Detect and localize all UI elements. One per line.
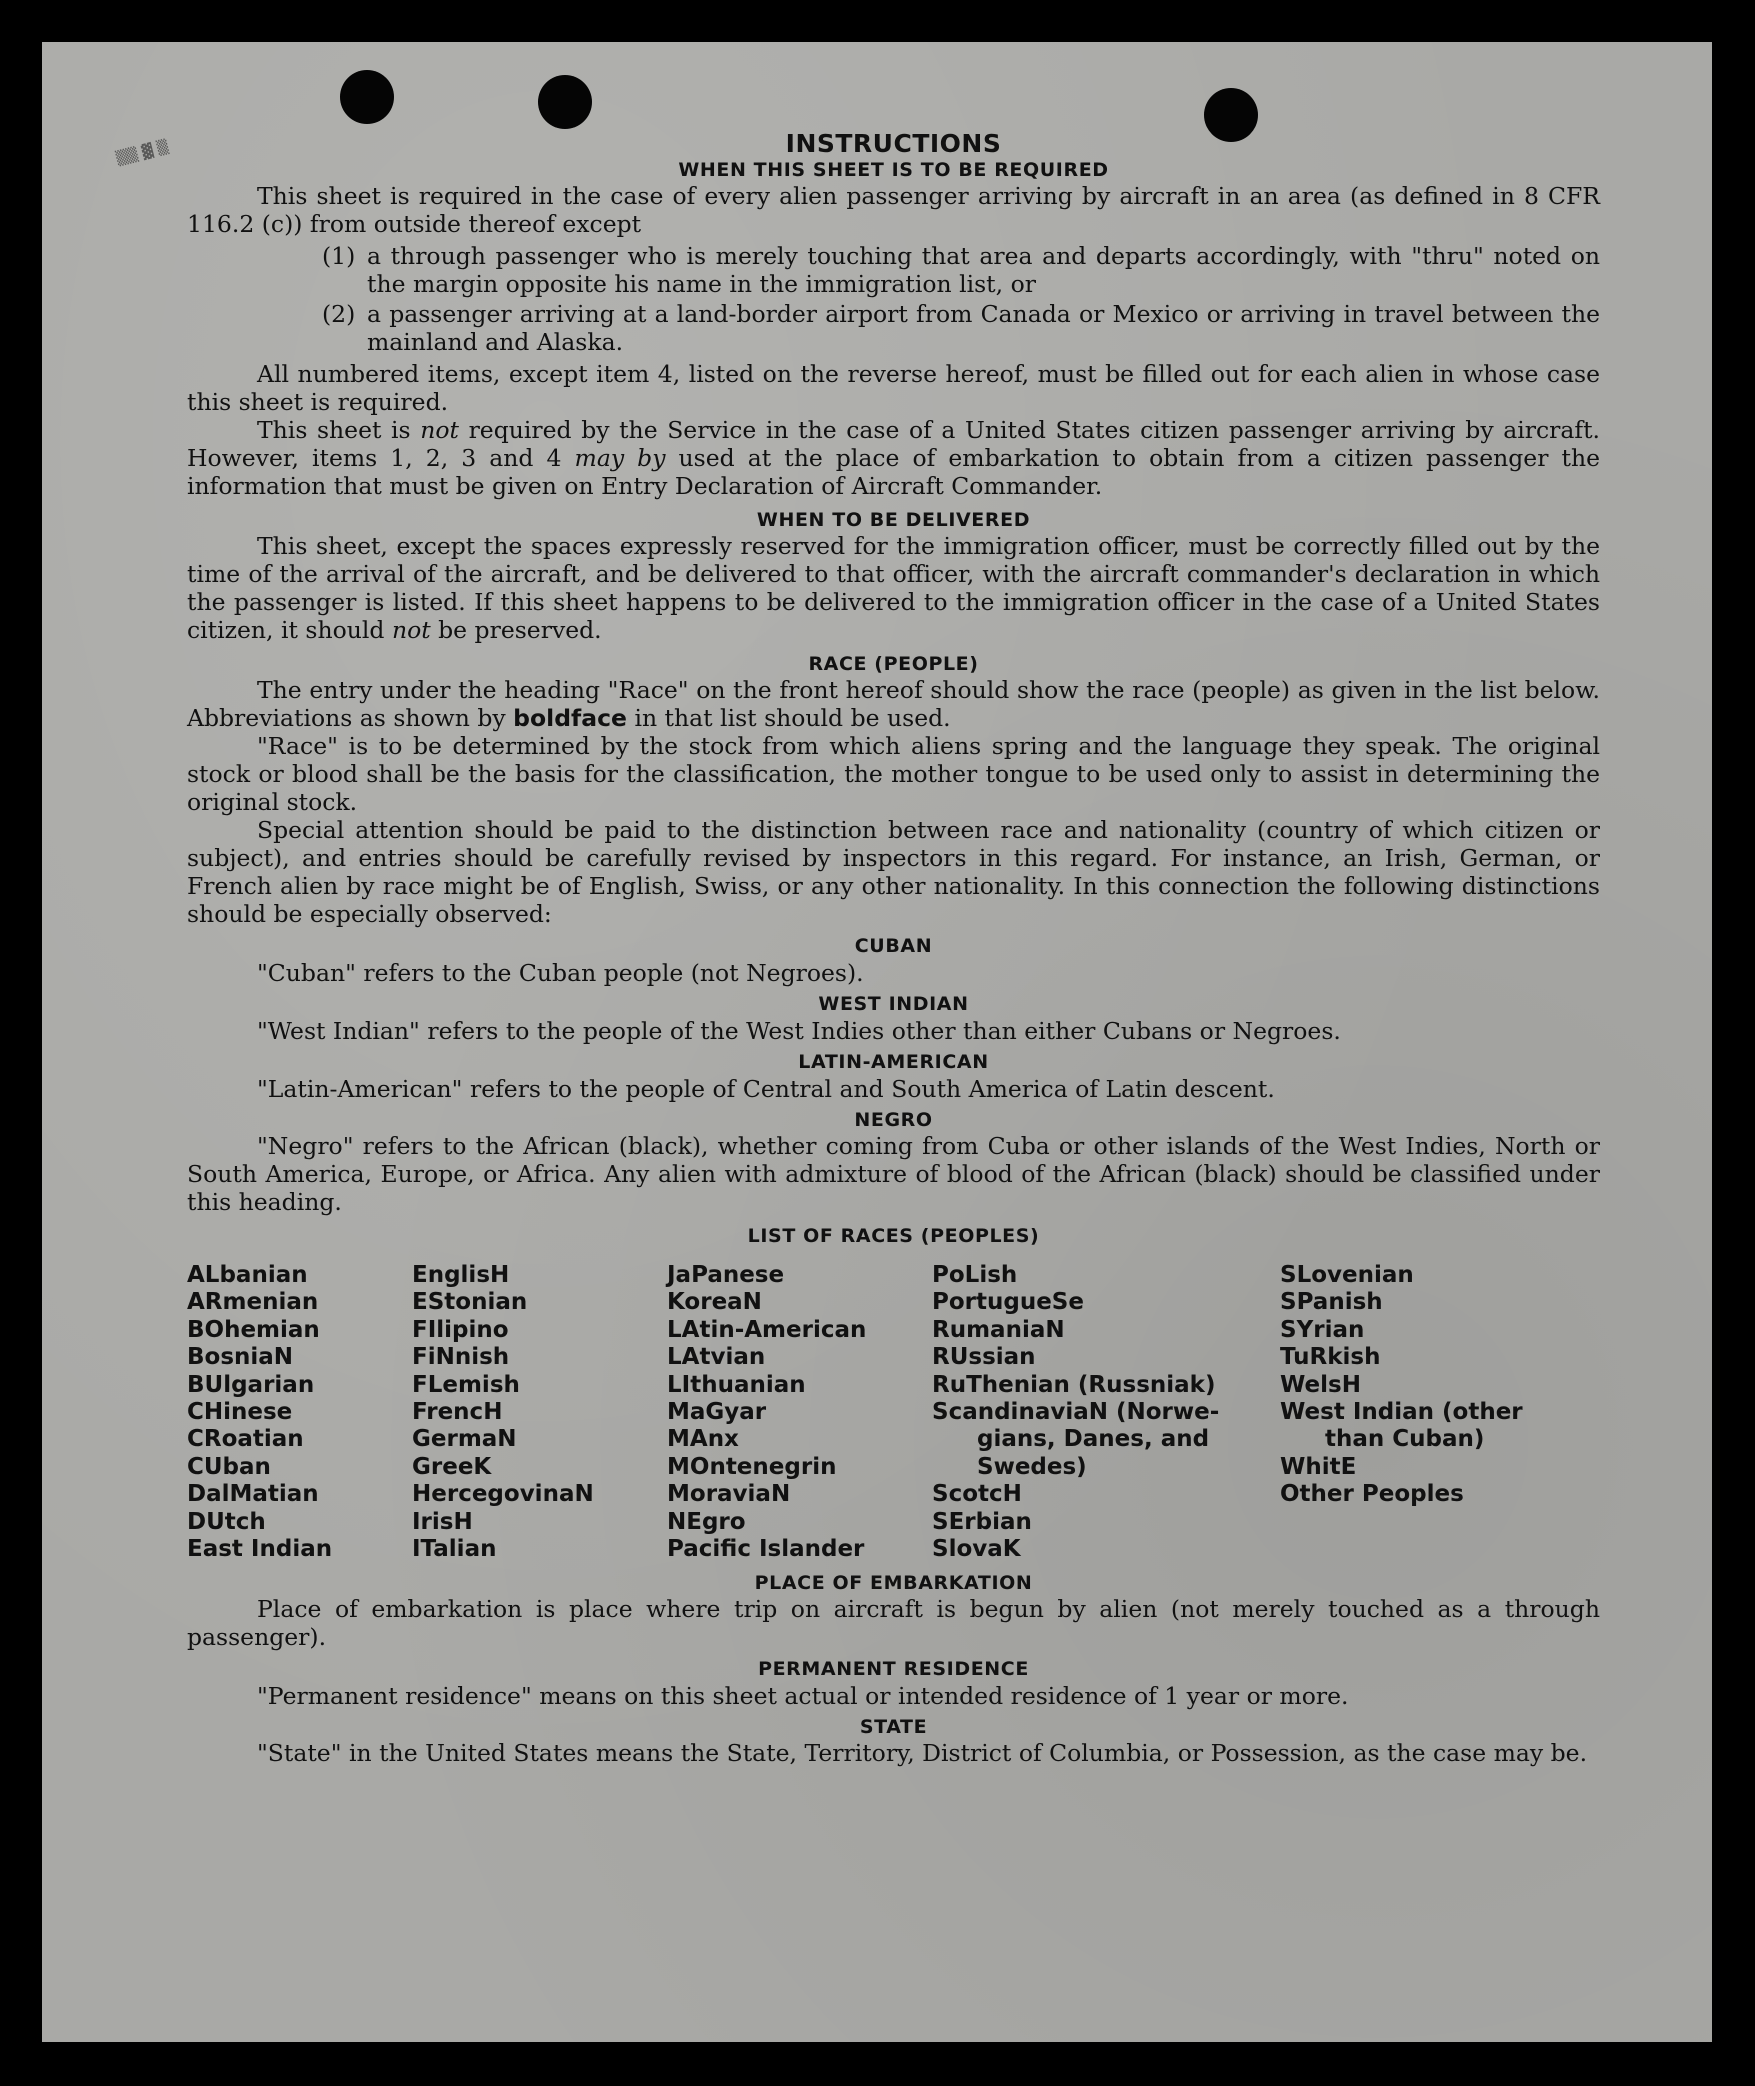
race-item: HercegovinaN: [412, 1481, 594, 1508]
race-paragraph-2: "Race" is to be determined by the stock from which aliens spring and the language they speak. The original stock or blood shall be the basis for the classification, the mother tongue to be used only to assist in determining the original stock.: [187, 732, 1600, 816]
heading-when-delivered: WHEN TO BE DELIVERED: [756, 509, 1031, 531]
race-item: EnglisH: [412, 1262, 510, 1288]
exception-item: [322, 242, 1600, 298]
race-item: EStonian: [412, 1289, 528, 1316]
race-item: LIthuanian: [667, 1371, 806, 1398]
embarkation-definition: Place of embarkation is place where trip on aircraft is begun by alien (not merely touched as a through passenger).: [187, 1595, 1600, 1652]
races-column-5: [1280, 1262, 1580, 1563]
heading-cuban: CUBAN: [854, 935, 933, 957]
race-item: WelsH: [1280, 1371, 1361, 1398]
text-fragment: required by the Service in the case of a United States citizen passenger arriving by aircraft. However, items 1, 2, 3 and 4: [187, 416, 1600, 472]
race-item: SYrian: [1280, 1316, 1365, 1343]
race-item: RUssian: [932, 1344, 1036, 1371]
race-item: SPanish: [1280, 1289, 1383, 1316]
document-sheet: [42, 42, 1712, 2042]
race-item: WhitE: [1280, 1453, 1357, 1480]
race-item: SErbian: [932, 1508, 1032, 1535]
race-item: GermaN: [412, 1426, 517, 1453]
race-item: PortugueSe: [932, 1289, 1084, 1316]
race-item: CRoatian: [187, 1426, 304, 1453]
race-item: ScandinaviaN (Norwe-: [932, 1399, 1220, 1426]
race-item: SLovenian: [1280, 1262, 1414, 1288]
emphasis-may-by: may by: [574, 444, 666, 472]
emphasis-not: not: [391, 616, 431, 644]
race-item: FLemish: [412, 1371, 520, 1398]
races-column-4: [932, 1262, 1280, 1563]
race-paragraph-1: [187, 676, 1600, 732]
boldface-word: boldface: [513, 704, 627, 732]
exception-text: a through passenger who is merely touching that area and departs accordingly, with "thru" noted on the margin opposite his name in the immigration list, or: [367, 242, 1600, 298]
race-item: East Indian: [187, 1536, 333, 1563]
negro-definition: "Negro" refers to the African (black), whether coming from Cuba or other islands of the West Indies, North or South America, Europe, or Africa. Any alien with admixture of blood of the African (black) should be classified under this heading.: [187, 1132, 1600, 1216]
heading-state: STATE: [859, 1716, 928, 1739]
race-item: ALbanian: [187, 1262, 308, 1288]
heading-latin-american: LATIN-AMERICAN: [798, 1051, 989, 1073]
races-column-3: [667, 1262, 932, 1563]
races-table: [187, 1262, 1600, 1563]
race-item: RumaniaN: [932, 1316, 1065, 1343]
race-item: PoLish: [932, 1262, 1018, 1288]
race-item: FIlipino: [412, 1316, 509, 1343]
race-item: LAtin-American: [667, 1316, 867, 1343]
races-column-2: [412, 1262, 667, 1563]
permanent-residence-definition: "Permanent residence" means on this sheet actual or intended residence of 1 year or more.: [257, 1682, 1349, 1711]
heading-when-required: WHEN THIS SHEET IS TO BE REQUIRED: [678, 159, 1109, 181]
text-fragment: The entry under the heading "Race" on the front hereof should show the race (people) as given in the list below. Abbreviations as shown by: [187, 676, 1600, 732]
race-item: TuRkish: [1280, 1344, 1381, 1371]
page-title: INSTRUCTIONS: [785, 129, 1002, 158]
race-item-continued: Swedes): [977, 1453, 1087, 1480]
west-indian-definition: "West Indian" refers to the people of the West Indies other than either Cubans or Negroes.: [257, 1017, 1341, 1045]
text-fragment: This sheet is: [257, 416, 421, 444]
exception-item: [322, 300, 1600, 356]
race-item: IrisH: [412, 1508, 473, 1535]
race-item: BOhemian: [187, 1316, 320, 1343]
race-item: NEgro: [667, 1508, 746, 1535]
when-required-intro: This sheet is required in the case of every alien passenger arriving by aircraft in an area (as defined in 8 CFR 116.2 (c)) from outside thereof except: [187, 182, 1600, 238]
punch-hole-left: [340, 70, 394, 124]
race-item: BUlgarian: [187, 1371, 315, 1398]
race-item: SlovaK: [932, 1536, 1021, 1563]
text-fragment: used at the place of embarkation to obtain from a citizen passenger the information that must be given on Entry Declaration of Aircraft Commander.: [187, 444, 1600, 500]
race-item: LAtvian: [667, 1344, 766, 1371]
faint-stamp-mark: ▒▒ ▓ ▒: [114, 139, 170, 168]
heading-place-of-embarkation: PLACE OF EMBARKATION: [754, 1572, 1033, 1595]
exception-number: (2): [322, 300, 356, 328]
heading-race: RACE (PEOPLE): [808, 653, 979, 675]
instructions-content: [187, 130, 1600, 2010]
race-item: ScotcH: [932, 1481, 1022, 1508]
race-item: KoreaN: [667, 1289, 762, 1316]
race-item-continued: than Cuban): [1325, 1426, 1485, 1453]
text-fragment: be preserved.: [430, 616, 602, 644]
exception-text: a passenger arriving at a land-border airport from Canada or Mexico or arriving in travel between the mainland and Alaska.: [367, 300, 1600, 356]
race-item: Other Peoples: [1280, 1481, 1464, 1508]
race-item: FrencH: [412, 1399, 503, 1426]
race-item: GreeK: [412, 1453, 492, 1480]
when-required-numbered-items: All numbered items, except item 4, listed on the reverse hereof, must be filled out for each alien in whose case this sheet is required.: [187, 360, 1600, 416]
latin-american-definition: "Latin-American" refers to the people of Central and South America of Latin descent.: [257, 1075, 1275, 1103]
cuban-definition: "Cuban" refers to the Cuban people (not Negroes).: [257, 959, 864, 987]
race-item: ITalian: [412, 1536, 497, 1563]
race-item: CUban: [187, 1453, 271, 1480]
text-fragment: in that list should be used.: [626, 704, 951, 732]
emphasis-not: not: [420, 416, 459, 444]
race-item: MOntenegrin: [667, 1453, 837, 1480]
race-item: MaGyar: [667, 1399, 767, 1426]
race-item: JaPanese: [667, 1262, 785, 1288]
race-item: MAnx: [667, 1426, 739, 1453]
heading-list-of-races: LIST OF RACES (PEOPLES): [747, 1225, 1040, 1247]
race-item: DalMatian: [187, 1481, 319, 1508]
race-item: ARmenian: [187, 1289, 319, 1316]
races-column-1: [187, 1262, 412, 1563]
race-item: Pacific Islander: [667, 1536, 865, 1563]
punch-hole-middle: [538, 75, 592, 129]
race-item: FiNnish: [412, 1344, 510, 1371]
text-fragment: This sheet, except the spaces expressly reserved for the immigration officer, must be correctly filled out by the time of the arrival of the aircraft, and be delivered to that officer, with the aircraft commander's declaration in which the passenger is listed. If this sheet happens to be delivered to the immigration officer in the case of a United States citizen, it should: [187, 532, 1600, 644]
race-item: DUtch: [187, 1508, 266, 1535]
state-definition: "State" in the United States means the State, Territory, District of Columbia, or Possession, as the case may be.: [257, 1739, 1588, 1768]
race-item: BosniaN: [187, 1344, 294, 1371]
when-required-citizen-note: [187, 416, 1600, 500]
exceptions-list: [322, 242, 1600, 356]
heading-negro: NEGRO: [854, 1109, 933, 1131]
when-delivered-text: [187, 532, 1600, 644]
race-item: West Indian (other: [1280, 1399, 1523, 1426]
race-item: MoraviaN: [667, 1481, 791, 1508]
heading-west-indian: WEST INDIAN: [818, 993, 969, 1015]
exception-number: (1): [322, 242, 356, 270]
race-paragraph-3: Special attention should be paid to the distinction between race and nationality (country of which citizen or subject), and entries should be carefully revised by inspectors in this regard. For instance, an Irish, German, or French alien by race might be of English, Swiss, or any other nationality. In this connection the following distinctions should be especially observed:: [187, 816, 1600, 928]
heading-permanent-residence: PERMANENT RESIDENCE: [758, 1658, 1029, 1681]
race-item-continued: gians, Danes, and: [977, 1426, 1210, 1453]
race-item: RuThenian (Russniak): [932, 1371, 1216, 1398]
race-item: CHinese: [187, 1399, 293, 1426]
